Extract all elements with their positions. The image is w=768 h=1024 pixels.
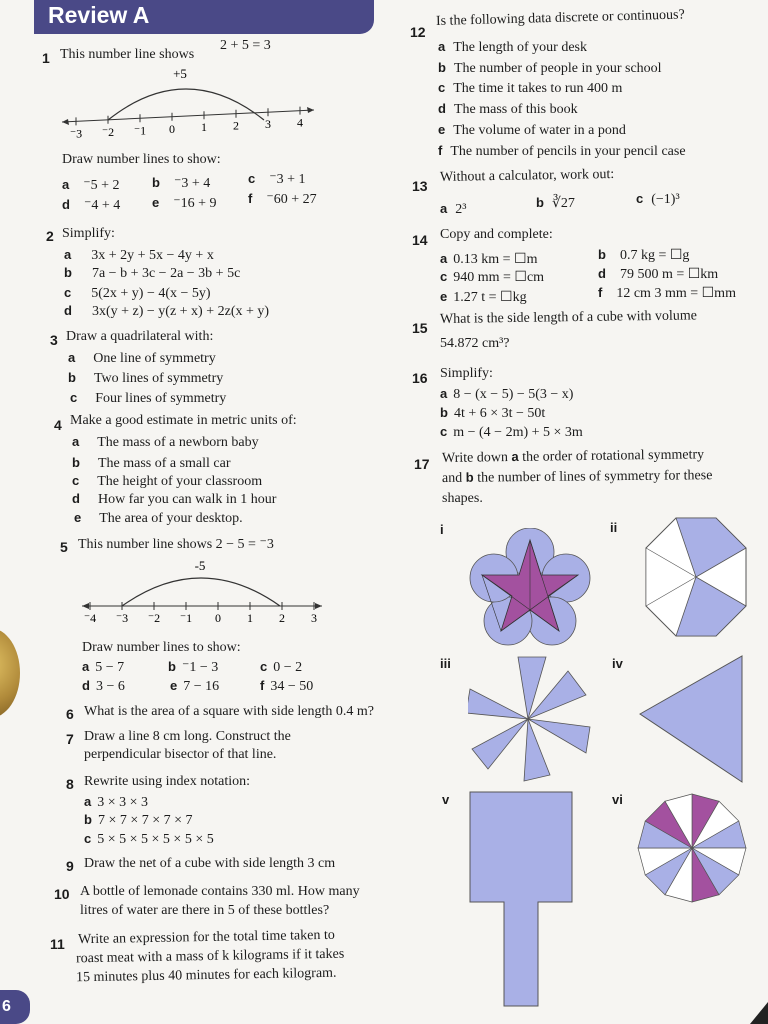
q5-text: This number line shows 2 − 5 = ⁻3: [78, 537, 274, 552]
q15-line-1: What is the side length of a cube with volume: [439, 308, 698, 327]
q1-number: 1: [42, 50, 50, 66]
q14-part-letter: a: [440, 251, 448, 266]
q12-part-letter: f: [438, 143, 443, 158]
q5-part-letter: e: [170, 678, 178, 693]
q9-number: 9: [66, 858, 74, 874]
q13-part-2: [636, 190, 680, 208]
q14-part-letter: b: [598, 247, 606, 262]
q7-number: 7: [66, 731, 74, 747]
shape-vi-wheel: [634, 790, 750, 906]
q11-line-2: roast meat with a mass of k kilograms if it takes: [75, 946, 345, 967]
q4-part-letter: e: [74, 510, 82, 525]
q1-tick-label: 0: [169, 121, 175, 136]
q14-part-letter: f: [598, 285, 603, 300]
q4-part-4: [74, 509, 243, 527]
q5-tick-label: ⁻2: [147, 611, 161, 625]
q1-part-text: ⁻3 + 4: [173, 176, 211, 191]
q12-part-text: The time it takes to run 400 m: [453, 81, 623, 96]
q2-part-text: 3x + 2y + 5x − 4y + x: [91, 248, 214, 263]
q2-part-letter: b: [64, 265, 72, 280]
q15-line-2: 54.872 cm³?: [440, 336, 510, 351]
q1-part-4: [152, 194, 217, 212]
q12-number: 12: [410, 24, 426, 40]
q5-tick-label: 0: [215, 611, 221, 625]
q13-text: Without a calculator, work out:: [439, 166, 615, 185]
q5-part-2: [260, 658, 302, 676]
q6-text: What is the area of a square with side length 0.4 m?: [84, 704, 375, 719]
q5-part-text: 5 − 7: [95, 660, 125, 675]
q14-part-1: [598, 246, 689, 264]
q1-part-letter: e: [152, 195, 160, 210]
q1-part-letter: f: [248, 191, 253, 206]
q5-prompt: Draw number lines to show:: [82, 640, 241, 655]
q1-tick-label: 3: [265, 117, 271, 132]
q5-number-line: [78, 556, 338, 628]
q14-part-text: 1.27 t = ☐kg: [453, 290, 527, 305]
q3-text: Draw a quadrilateral with:: [66, 329, 214, 344]
q8-part-1: [84, 811, 193, 829]
q2-part-2: [64, 284, 211, 302]
q4-part-letter: b: [72, 455, 80, 470]
q4-part-text: The area of your desktop.: [99, 511, 243, 526]
q1-prompt: Draw number lines to show:: [62, 152, 221, 167]
q11-number: 11: [50, 936, 65, 952]
q14-part-3: [598, 265, 718, 283]
page-corner: [750, 1002, 768, 1024]
q1-expression: 2 + 5 = 3: [220, 38, 271, 53]
q3-part-text: Four lines of symmetry: [95, 391, 227, 406]
q16-part-letter: b: [440, 405, 448, 420]
shape-label-v: v: [442, 792, 450, 807]
q12-part-text: The mass of this book: [453, 102, 578, 117]
q10-line-1: A bottle of lemonade contains 330 ml. How many: [80, 884, 360, 899]
q1-part-text: ⁻3 + 1: [269, 172, 306, 187]
shape-ii-octagon: [640, 514, 752, 640]
q11-line-3: 15 minutes plus 40 minutes for each kilogram.: [75, 965, 337, 986]
shape-label-i: i: [440, 522, 444, 537]
q8-number: 8: [66, 776, 74, 792]
q5-part-text: 3 − 6: [95, 679, 125, 694]
q1-tick-label: 2: [233, 118, 239, 133]
q1-part-2: [248, 170, 306, 188]
q5-part-letter: f: [260, 678, 265, 693]
q13-part-letter: c: [636, 191, 644, 206]
q2-text: Simplify:: [62, 226, 115, 241]
q1-part-text: ⁻5 + 2: [83, 178, 120, 193]
q17-number: 17: [414, 456, 430, 472]
q2-part-3: [64, 302, 269, 320]
q14-text: Copy and complete:: [440, 227, 553, 242]
q16-part-text: m − (4 − 2m) + 5 × 3m: [453, 425, 583, 440]
q1-part-5: [248, 190, 317, 208]
header-banner: [34, 0, 374, 34]
q2-part-letter: c: [64, 285, 72, 300]
q16-number: 16: [412, 370, 428, 386]
q16-part-2: [440, 423, 583, 441]
q4-part-3: [72, 490, 276, 508]
q5-part-letter: c: [260, 659, 268, 674]
q13-part-letter: b: [536, 195, 544, 210]
q5-part-1: [168, 658, 218, 676]
q1-tick-label: ⁻3: [69, 126, 83, 141]
q1-part-text: ⁻16 + 9: [173, 196, 217, 211]
q1-part-1: [152, 174, 210, 192]
q12-part-2: [438, 79, 622, 97]
q1-tick-label: ⁻2: [101, 124, 115, 139]
q17-line-1: Write down a the order of rotational symmetry: [441, 447, 705, 466]
shape-iv-triangle: [636, 654, 748, 784]
q4-part-letter: d: [72, 491, 80, 506]
q1-part-letter: b: [152, 175, 160, 190]
q9-text: Draw the net of a cube with side length 3 cm: [84, 856, 336, 871]
q12-part-text: The number of people in your school: [453, 61, 662, 76]
page-number: 6: [0, 990, 30, 1024]
shape-label-vi: vi: [612, 792, 623, 807]
q3-part-2: [70, 389, 226, 407]
q8-part-letter: c: [84, 831, 92, 846]
q17-line-2: and b the number of lines of symmetry for these: [441, 468, 713, 486]
q4-part-text: How far you can walk in 1 hour: [97, 492, 277, 507]
q2-part-text: 5(2x + y) − 4(x − 5y): [91, 286, 211, 301]
q5-tick-label: ⁻4: [83, 611, 97, 625]
q5-part-text: ⁻1 − 3: [181, 660, 219, 675]
q12-part-0: [438, 38, 587, 56]
q12-text: Is the following data discrete or continuous?: [435, 7, 685, 29]
q13-number: 13: [412, 178, 428, 194]
q5-tick-label: 3: [311, 611, 317, 625]
q5-part-letter: b: [168, 659, 176, 674]
q2-part-text: 7a − b + 3c − 2a − 3b + 5c: [91, 266, 241, 281]
q5-tick-label: ⁻3: [115, 611, 129, 625]
q8-part-letter: b: [84, 812, 92, 827]
q16-part-text: 4t + 6 × 3t − 50t: [453, 406, 546, 421]
q16-part-letter: c: [440, 424, 448, 439]
q4-part-text: The mass of a small car: [97, 456, 231, 471]
q8-part-text: 3 × 3 × 3: [97, 795, 149, 810]
q16-part-1: [440, 404, 545, 422]
q1-part-letter: c: [248, 171, 256, 186]
q1-part-letter: d: [62, 197, 70, 212]
q5-part-letter: a: [82, 659, 90, 674]
q14-part-letter: d: [598, 266, 606, 281]
q5-part-4: [170, 677, 219, 695]
q14-part-letter: c: [440, 269, 448, 284]
q5-part-letter: d: [82, 678, 90, 693]
q12-part-5: [438, 142, 686, 160]
q4-part-2: [72, 472, 262, 490]
q5-part-text: 34 − 50: [270, 679, 314, 694]
q16-part-0: [440, 385, 573, 403]
q12-part-letter: c: [438, 80, 446, 95]
q12-part-text: The number of pencils in your pencil case: [450, 144, 686, 159]
q14-part-text: 12 cm 3 mm = ☐mm: [616, 286, 736, 301]
q4-part-letter: c: [72, 473, 80, 488]
q13-part-text: (−1)³: [651, 192, 680, 207]
q2-part-text: 3x(y + z) − y(z + x) + 2z(x + y): [91, 304, 270, 319]
shape-iii-pinwheel: [468, 656, 594, 782]
q12-part-letter: d: [438, 101, 446, 116]
q3-part-text: One line of symmetry: [93, 351, 216, 366]
shape-v-t-shape: [468, 790, 576, 1010]
q1-text: This number line shows: [60, 47, 195, 62]
q1-tick-label: 4: [297, 115, 303, 130]
q1-part-text: ⁻4 + 4: [83, 198, 121, 213]
q14-part-letter: e: [440, 289, 448, 304]
q5-tick-label: 2: [279, 611, 285, 625]
shape-label-ii: ii: [610, 520, 618, 535]
q2-part-0: [64, 246, 214, 264]
q4-part-letter: a: [72, 434, 80, 449]
q1-part-0: [62, 176, 120, 194]
q4-part-0: [72, 433, 259, 451]
q13-part-0: [440, 200, 466, 218]
q2-number: 2: [46, 228, 54, 244]
q12-part-letter: a: [438, 39, 446, 54]
q1-tick-label: 1: [201, 120, 207, 135]
q12-part-letter: b: [438, 60, 446, 75]
q5-part-0: [82, 658, 124, 676]
q14-part-4: [440, 288, 527, 306]
q1-part-letter: a: [62, 177, 70, 192]
q8-part-letter: a: [84, 794, 92, 809]
q16-part-letter: a: [440, 386, 448, 401]
q12-part-letter: e: [438, 122, 446, 137]
q13-part-text: ∛27: [551, 196, 575, 211]
q5-part-5: [260, 677, 313, 695]
q1-part-3: [62, 196, 120, 214]
q13-part-text: 2³: [455, 202, 467, 217]
q1-arc-label: +5: [173, 66, 187, 81]
q8-part-text: 5 × 5 × 5 × 5 × 5 × 5: [97, 832, 214, 847]
q4-part-1: [72, 454, 231, 472]
q16-text: Simplify:: [440, 366, 493, 381]
q5-tick-label: 1: [247, 611, 253, 625]
q3-part-letter: a: [68, 350, 76, 365]
q7-line-1: Draw a line 8 cm long. Construct the: [84, 729, 291, 744]
q3-part-letter: b: [68, 370, 76, 385]
q14-part-0: [440, 250, 537, 268]
q8-text: Rewrite using index notation:: [84, 774, 251, 789]
q7-line-2: perpendicular bisector of that line.: [84, 747, 277, 762]
q2-part-letter: d: [64, 303, 72, 318]
q14-number: 14: [412, 232, 428, 248]
q14-part-5: [598, 284, 736, 302]
q4-part-text: The height of your classroom: [97, 474, 263, 489]
q10-line-2: litres of water are there in 5 of these bottles?: [80, 903, 330, 918]
shape-label-iv: iv: [612, 656, 623, 671]
q12-part-1: [438, 59, 662, 77]
q8-part-0: [84, 793, 148, 811]
q3-part-0: [68, 349, 216, 367]
q16-part-text: 8 − (x − 5) − 5(3 − x): [453, 387, 574, 402]
q15-number: 15: [412, 320, 428, 336]
q14-part-2: [440, 268, 544, 286]
shape-i-flower-star: [460, 528, 600, 648]
q8-part-2: [84, 830, 214, 848]
q14-part-text: 0.13 km = ☐m: [453, 252, 538, 267]
q8-part-text: 7 × 7 × 7 × 7 × 7: [97, 813, 193, 828]
q1-part-text: ⁻60 + 27: [266, 192, 317, 207]
decorative-edge-object: [0, 628, 20, 718]
q1-tick-label: ⁻1: [133, 123, 147, 138]
q12-part-text: The volume of water in a pond: [453, 123, 626, 138]
q12-part-3: [438, 100, 578, 118]
q5-number: 5: [60, 539, 68, 555]
q5-part-3: [82, 677, 125, 695]
q5-part-text: 7 − 16: [183, 679, 220, 694]
q5-part-text: 0 − 2: [273, 660, 303, 675]
q2-part-1: [64, 264, 240, 282]
q2-part-letter: a: [64, 247, 72, 262]
q4-text: Make a good estimate in metric units of:: [70, 413, 297, 428]
q5-arc-label: -5: [194, 558, 206, 573]
q17-line-3: shapes.: [442, 491, 483, 506]
q13-part-letter: a: [440, 201, 448, 216]
page-title: Review A: [48, 2, 150, 28]
q13-part-1: [536, 194, 575, 212]
q4-number: 4: [54, 417, 62, 433]
shape-label-iii: iii: [440, 656, 451, 671]
q14-part-text: 940 mm = ☐cm: [453, 270, 545, 285]
q3-part-1: [68, 369, 223, 387]
q1-number-line: [56, 64, 326, 144]
q6-number: 6: [66, 706, 74, 722]
q14-part-text: 0.7 kg = ☐g: [619, 248, 690, 263]
q3-number: 3: [50, 332, 58, 348]
q12-part-text: The length of your desk: [453, 40, 587, 55]
q14-part-text: 79 500 m = ☐km: [619, 267, 719, 282]
q3-part-text: Two lines of symmetry: [93, 371, 224, 386]
q11-line-1: Write an expression for the total time taken to: [77, 927, 335, 948]
q3-part-letter: c: [70, 390, 78, 405]
q4-part-text: The mass of a newborn baby: [97, 435, 259, 450]
q12-part-4: [438, 121, 626, 139]
q10-number: 10: [54, 886, 70, 902]
q5-tick-label: ⁻1: [179, 611, 193, 625]
